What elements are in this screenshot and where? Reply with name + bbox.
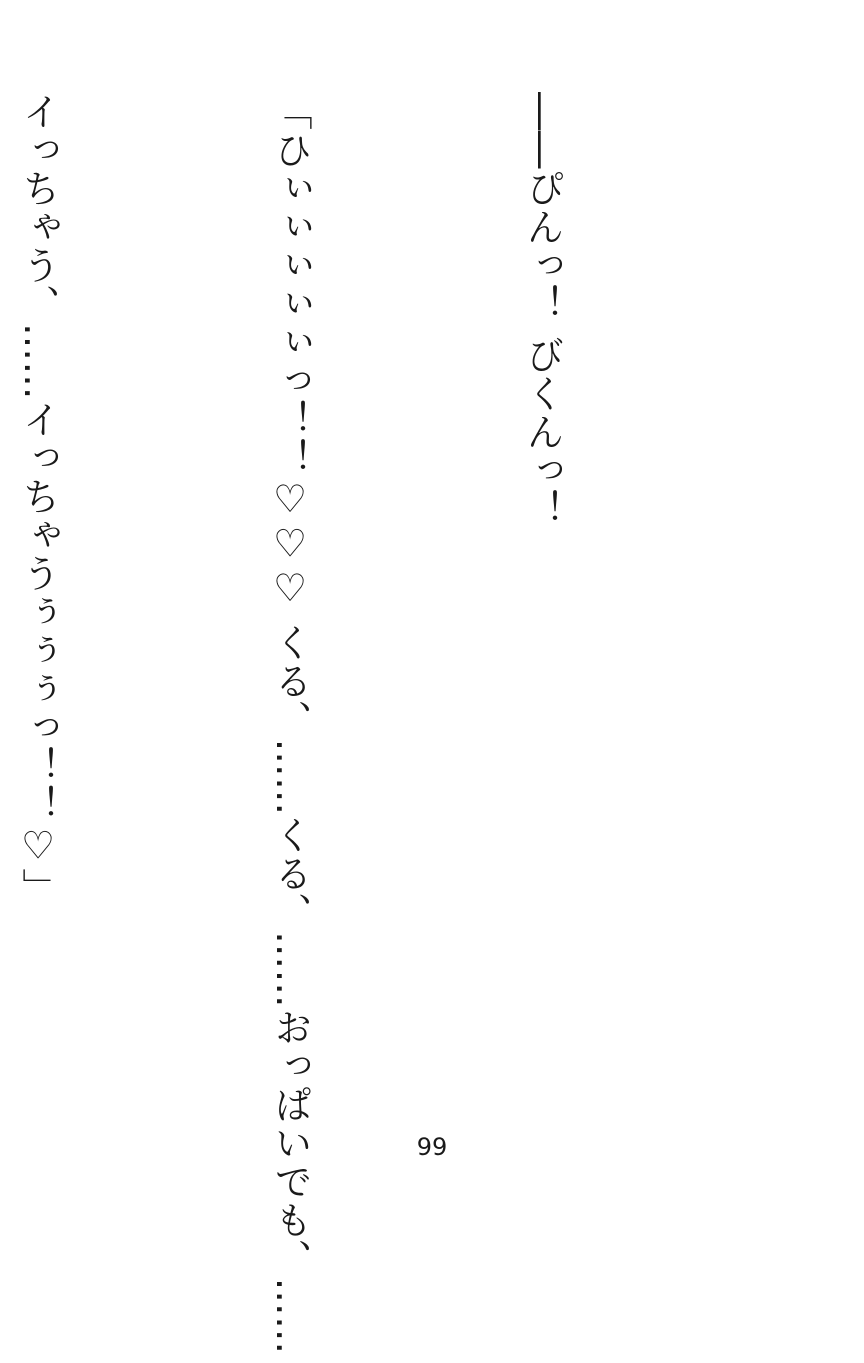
page-number: 99	[416, 1133, 448, 1161]
text-line: イっちゃう、……イっちゃうぅぅぅっ！！♡」	[16, 92, 60, 907]
text-line: 「ひぃぃぃぃぃっ！！♡♡♡ くる、……くる、……おっぱいでも、……	[268, 92, 312, 1355]
text-line: ――ぴんっ！ びくんっ！	[520, 92, 564, 529]
